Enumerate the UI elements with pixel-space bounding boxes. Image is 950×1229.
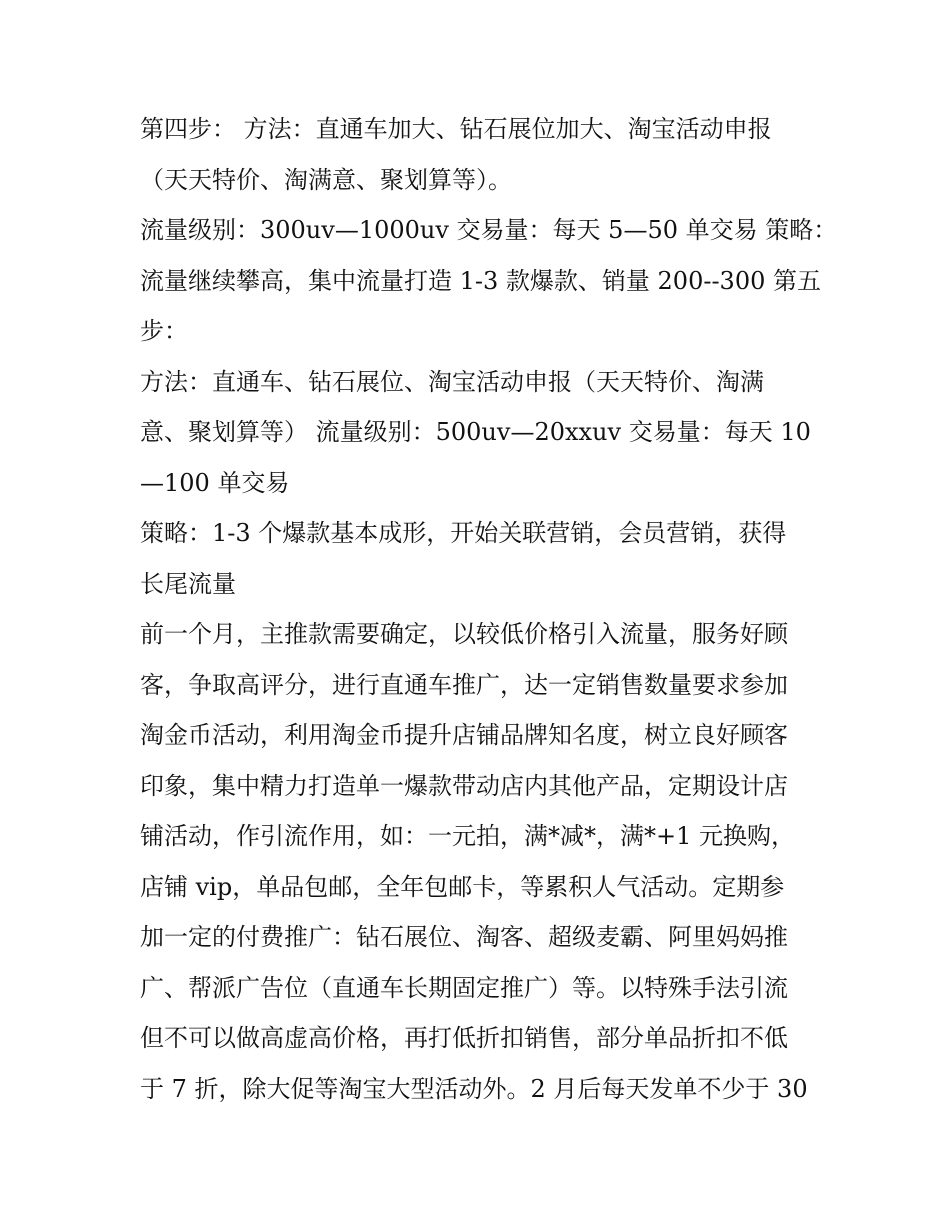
text-line: 于 7 折，除大促等淘宝大型活动外。2 月后每天发单不少于 30 xyxy=(140,1074,808,1103)
text-line: 流量继续攀高，集中流量打造 1-3 款爆款、销量 200--300 第五 xyxy=(140,266,821,295)
text-line: 第四步： 方法：直通车加大、钻石展位加大、淘宝活动申报 xyxy=(140,115,772,143)
text-line: （天天特价、淘满意、聚划算等）。 xyxy=(140,165,512,194)
text-line: 铺活动，作引流作用，如：一元拍，满*减*，满*+1 元换购， xyxy=(140,822,796,850)
text-line: 长尾流量 xyxy=(140,569,236,598)
document-body xyxy=(140,104,838,1114)
text-line: 但不可以做高虚高价格，再打低折扣销售，部分单品折扣不低 xyxy=(140,1024,788,1052)
text-line: 步： xyxy=(140,317,188,345)
text-line: 淘金币活动，利用淘金币提升店铺品牌知名度，树立良好顾客 xyxy=(140,721,788,749)
text-line: 策略：1-3 个爆款基本成形，开始关联营销，会员营销，获得 xyxy=(140,519,787,547)
text-line: 前一个月，主推款需要确定，以较低价格引入流量，服务好顾 xyxy=(140,620,788,648)
text-line: 印象，集中精力打造单一爆款带动店内其他产品，定期设计店 xyxy=(140,771,788,800)
text-line: 店铺 vip，单品包邮，全年包邮卡，等累积人气活动。定期参 xyxy=(140,872,785,901)
text-line: 加一定的付费推广：钻石展位、淘客、超级麦霸、阿里妈妈推 xyxy=(140,923,788,951)
text-line: 意、聚划算等） 流量级别：500uv—20xxuv 交易量：每天 10 xyxy=(140,418,811,446)
text-line: 方法：直通车、钻石展位、淘宝活动申报（天天特价、淘满 xyxy=(140,367,764,396)
text-line: 广、帮派广告位（直通车长期固定推广）等。以特殊手法引流 xyxy=(140,973,788,1002)
text-line: 流量级别：300uv—1000uv 交易量：每天 5—50 单交易 策略： xyxy=(140,216,838,244)
text-line: —100 单交易 xyxy=(140,468,290,497)
text-line: 客，争取高评分，进行直通车推广，达一定销售数量要求参加 xyxy=(140,670,788,699)
